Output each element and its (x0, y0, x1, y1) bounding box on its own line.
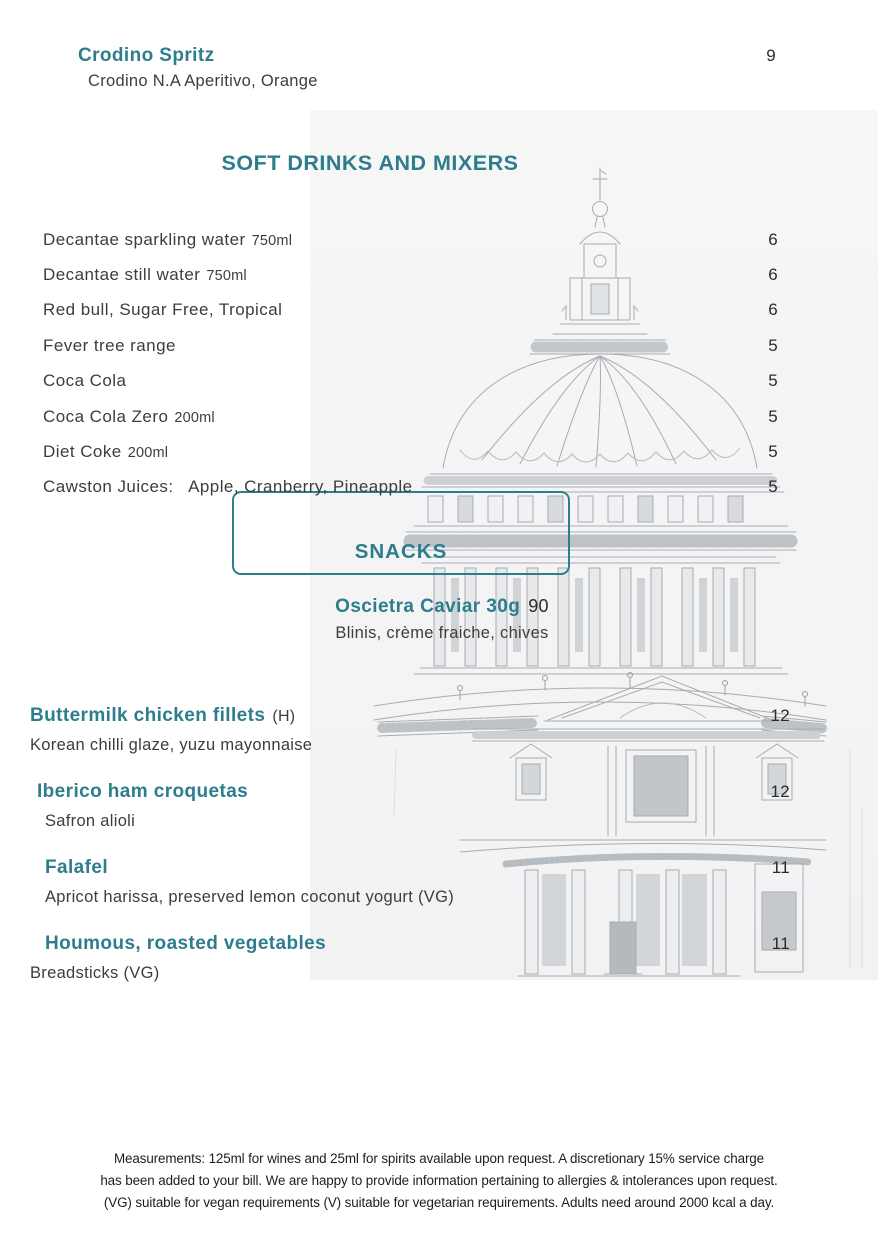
list-item (43, 399, 778, 434)
item-price: 6 (768, 265, 778, 285)
section-title-snacks: SNACKS (354, 540, 448, 563)
item-price: 5 (768, 442, 778, 462)
list-item (30, 930, 790, 987)
menu-item-oscietra-caviar (240, 596, 644, 643)
list-item (30, 702, 790, 759)
item-name: Coca Cola (43, 371, 127, 391)
list-item (30, 854, 790, 911)
item-name: Cawston Juices: Apple, Cranberry, Pineapple (43, 477, 413, 497)
item-name: Buttermilk chicken fillets (30, 705, 266, 726)
item-name: Iberico ham croquetas (37, 781, 249, 802)
section-title-soft-drinks: SOFT DRINKS AND MIXERS (221, 151, 519, 175)
item-description: Korean chilli glaze, yuzu mayonnaise (30, 736, 313, 754)
item-name: Diet Coke (43, 442, 122, 462)
item-price: 12 (770, 782, 790, 801)
item-name: Houmous, roasted vegetables (45, 933, 327, 954)
item-price: 11 (771, 934, 790, 953)
item-description: Breadsticks (VG) (30, 964, 160, 982)
item-name: Oscietra Caviar 30g (335, 596, 521, 617)
item-price: 5 (768, 371, 778, 391)
item-description: Apricot harissa, preserved lemon coconut yogurt (VG) (45, 888, 455, 906)
footer-line: (VG) suitable for vegan requirements (V) suitable for vegetarian requirements. Adults need around 2000 kcal a day. (103, 1194, 775, 1210)
item-price: 6 (768, 300, 778, 320)
item-price: 5 (768, 406, 778, 426)
item-description: Crodino N.A Aperitivo, Orange (88, 72, 318, 90)
item-name: Coca Cola Zero (43, 406, 169, 426)
list-item (43, 328, 778, 363)
footer-line: Measurements: 125ml for wines and 25ml for spirits available upon request. A discretionary 15% service charge (113, 1151, 765, 1166)
item-price: 12 (770, 706, 790, 725)
item-unit: 200ml (174, 409, 215, 426)
item-unit: 750ml (206, 268, 247, 285)
snacks-list (30, 702, 790, 1006)
item-price: 5 (768, 335, 778, 355)
item-price: 5 (768, 477, 778, 497)
menu-item-crodino-spritz (78, 45, 776, 91)
list-item (43, 470, 778, 505)
item-suffix: (H) (272, 708, 296, 725)
item-name: Falafel (45, 857, 108, 878)
item-price: 90 (528, 596, 549, 616)
item-price: 9 (766, 46, 776, 65)
item-description: Safron alioli (45, 812, 136, 830)
list-item (43, 222, 778, 257)
list-item (43, 364, 778, 399)
item-price: 6 (768, 229, 778, 249)
soft-drinks-list (43, 222, 778, 505)
list-item (43, 434, 778, 469)
item-name: Fever tree range (43, 335, 176, 355)
item-description: Blinis, crème fraiche, chives (335, 624, 549, 642)
item-unit: 750ml (251, 232, 293, 249)
item-price: 11 (771, 858, 790, 877)
list-item (43, 293, 778, 328)
item-name: Decantae still water (43, 265, 201, 285)
item-name: Red bull, Sugar Free, Tropical (43, 300, 283, 320)
item-unit: 200ml (127, 445, 169, 462)
item-name: Decantae sparkling water (43, 229, 246, 249)
footer-disclaimer (0, 1148, 878, 1213)
list-item (43, 257, 778, 292)
list-item (30, 778, 790, 835)
item-name: Crodino Spritz (78, 45, 215, 66)
footer-line: has been added to your bill. We are happy to provide information pertaining to allergies & intolerances upon request. (100, 1172, 778, 1188)
